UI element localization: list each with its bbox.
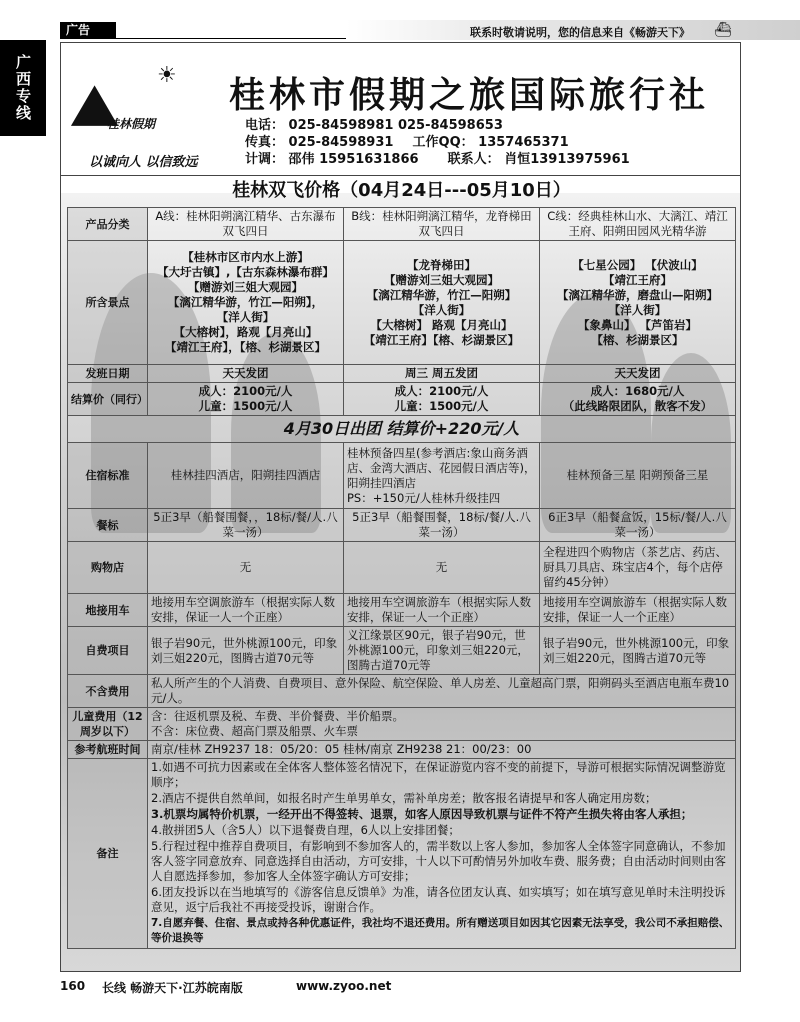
agency-name: 桂林市假期之旅国际旅行社 <box>229 74 710 116</box>
header-child: 儿童费用（12周岁以下） <box>68 708 148 741</box>
hotel-b <box>344 443 540 509</box>
ad-label: 广告 <box>60 22 116 39</box>
list-item: 【象鼻山】 【芦笛岩】 <box>577 317 697 332</box>
table-row <box>68 241 736 365</box>
list-item: 【龙脊梯田】 <box>407 257 476 272</box>
header-shop: 购物店 <box>68 542 148 594</box>
hotel-a: 桂林挂四酒店，阳朔挂四酒店 <box>148 443 344 509</box>
list-item: 【漓江精华游，磨盘山—阳朔】 <box>557 287 718 302</box>
fax-number: 025-84598931 <box>288 135 394 150</box>
departure-b: 周三 周五发团 <box>344 365 540 383</box>
optional-b: 义江缘景区90元，银子岩90元，世外桃源100元，印象刘三姐220元，图腾古道70元等 <box>344 627 540 675</box>
list-item: 【洋人街】 <box>608 302 667 317</box>
list-item: 【榕、杉湖景区】 <box>591 332 684 347</box>
header-price: 结算价（同行） <box>68 383 148 416</box>
header-hotel: 住宿标准 <box>68 443 148 509</box>
child-price: 儿童：1500元/人 <box>394 399 489 413</box>
logo-text: 桂林假期 <box>107 117 156 131</box>
table-row <box>68 443 736 509</box>
header-flight: 参考航班时间 <box>68 741 148 759</box>
price-c <box>540 383 736 416</box>
side-tab-guangxi: 广西专线 <box>0 40 46 136</box>
page-number: 160 <box>60 979 86 993</box>
bus-a: 地接用车空调旅游车（根据实际人数安排，保证一人一个正座） <box>148 594 344 627</box>
price-table <box>67 207 736 949</box>
page-footer <box>60 976 741 998</box>
ad-frame <box>60 42 741 972</box>
contact-person: 肖恒13913975961 <box>504 152 630 167</box>
header-bus: 地接用车 <box>68 594 148 627</box>
list-item: 【漓江精华游，竹江—阳朔】， <box>167 295 324 309</box>
price-b <box>344 383 540 416</box>
meal-b: 5正3早（船餐围餐，18标/餐/人.八菜一汤） <box>344 509 540 542</box>
website-url: www.zyoo.net <box>296 979 392 993</box>
list-item: 【靖江王府】【榕、杉湖景区】 <box>363 332 520 347</box>
shop-b: 无 <box>344 542 540 594</box>
table-row <box>68 675 736 708</box>
header-category: 产品分类 <box>68 208 148 241</box>
adult-price: 成人：1680元/人 <box>590 384 685 398</box>
table-row <box>68 594 736 627</box>
meal-c: 6正3早（船餐盒饭，15标/餐/人.八菜一汤） <box>540 509 736 542</box>
optional-c: 银子岩90元，世外桃源100元，印象刘三姐220元，图腾古道70元等 <box>540 627 736 675</box>
table-row <box>68 509 736 542</box>
qq-label: 工作QQ： <box>412 135 474 150</box>
line-a-title: A线：桂林阳朔漓江精华、古东瀑布双飞四日 <box>148 208 344 241</box>
table-row <box>68 627 736 675</box>
sun-icon: ☀ <box>157 63 177 88</box>
list-item: 【大圩古镇】,【古东森林瀑布群】 <box>157 265 334 279</box>
table-row <box>68 708 736 741</box>
departure-c: 天天发团 <box>540 365 736 383</box>
header-optional: 自费项目 <box>68 627 148 675</box>
list-item: 6.团友投诉以在当地填写的《游客信息反馈单》为准，请各位团友认真、如实填写；如在填写意见单时未注明投诉意见，返宁后我社不再接受投诉，谢谢合作。 <box>151 885 726 914</box>
source-notice: 联系时敬请说明，您的信息来自《畅游天下》 <box>470 26 690 39</box>
header-excluded: 不含费用 <box>68 675 148 708</box>
list-item: 【七星公园】 【伏波山】 <box>572 257 703 272</box>
spots-b <box>344 241 540 365</box>
list-item: 【大榕树】 路观【月亮山】 <box>370 317 513 332</box>
optional-a: 银子岩90元，世外桃源100元，印象刘三姐220元，图腾古道70元等 <box>148 627 344 675</box>
phone-numbers: 025-84598981 025-84598653 <box>288 118 503 133</box>
edition-label: 长线 畅游天下·江苏皖南版 <box>102 981 243 995</box>
flight-times: 南京/桂林 ZH9237 18：05/20：05 桂林/南京 ZH9238 21：00/23：00 <box>148 741 736 759</box>
hotel-b-text: 桂林预备四星(参考酒店:象山商务酒店、金湾大酒店、花园假日酒店等)，阳朔挂四酒店 <box>347 445 536 490</box>
dispatch-label: 计调： <box>245 152 285 167</box>
list-item: 【赠游刘三姐大观园】 <box>384 272 499 287</box>
table-row <box>68 383 736 416</box>
meal-a: 5正3早（船餐围餐，，18标/餐/人.八菜一汤） <box>148 509 344 542</box>
list-item: 【洋人街】 <box>216 310 275 324</box>
list-item: 【桂林市区市内水上游】 <box>182 250 309 264</box>
top-bar <box>0 0 800 40</box>
child-included: 含：往返机票及税、车费、半价餐费、半价船票。 <box>151 709 404 723</box>
list-item: 7.自愿弃餐、住宿、景点或持各种优惠证件，我社均不退还费用。所有赠送项目如因其它因素无法享受，我公司不承担赔偿、等价退换等 <box>151 917 730 944</box>
list-item: 4.散拼团5人（含5人）以下退餐费自理，6人以上安排团餐； <box>151 823 460 837</box>
shop-a: 无 <box>148 542 344 594</box>
header-departure: 发班日期 <box>68 365 148 383</box>
list-item: 5.行程过程中推荐自费项目，有影响到不参加客人的，需半数以上客人参加，参加客人全体签字同意确认，不参加客人签字同意放弃、同意选择自由活动，方可安排，十人以下可酌情另外加收车费、服务费；自由活动时间则由客人自愿选择参加，参加客人全体签字确认方可安排； <box>151 839 726 883</box>
bus-b: 地接用车空调旅游车（根据实际人数安排，保证一人一个正座） <box>344 594 540 627</box>
fax-label: 传真： <box>245 135 285 150</box>
table-row <box>68 208 736 241</box>
table-row <box>68 416 736 443</box>
contact-label: 联系人： <box>447 152 500 167</box>
header-meal: 餐标 <box>68 509 148 542</box>
adult-price: 成人：2100元/人 <box>394 384 489 398</box>
mountain-logo-icon: ⛰ <box>71 73 119 139</box>
table-row <box>68 741 736 759</box>
list-item: 【大榕树】，路观【月亮山】 <box>173 325 318 339</box>
bus-c: 地接用车空调旅游车（根据实际人数安排，保证一人一个正座） <box>540 594 736 627</box>
list-item: 2.酒店不提供自然单间，如报名时产生单男单女，需补单房差；散客报名请提早和客人确定用房数； <box>151 791 657 805</box>
header-spots: 所含景点 <box>68 241 148 365</box>
table-row <box>68 365 736 383</box>
spots-a <box>148 241 344 365</box>
phone-label: 电话： <box>245 118 285 133</box>
promo-banner: 4月30日出团 结算价+220元/人 <box>68 416 736 443</box>
top-rule <box>116 38 346 39</box>
contact-block <box>245 117 630 168</box>
list-item: 【赠游刘三姐大观园】 <box>188 280 303 294</box>
price-a <box>148 383 344 416</box>
list-item: 1.如遇不可抗力因素或在全体客人整体签名情况下，在保证游览内容不变的前提下，导游可根据实际情况调整游览顺序； <box>151 760 726 789</box>
child-excluded: 不含：床位费、超高门票及船票、火车票 <box>151 724 358 738</box>
list-item: 【漓江精华游，竹江—阳朔】 <box>366 287 517 302</box>
dispatch-contact: 邵伟 15951631866 <box>288 152 419 167</box>
excluded-costs: 私人所产生的个人消费、自费项目、意外保险、航空保险、单人房差、儿童超高门票，阳朔码头至酒店电瓶车费10元/人。 <box>148 675 736 708</box>
table-row <box>68 542 736 594</box>
spots-c <box>540 241 736 365</box>
price-note: （此线路限团队，散客不发） <box>562 399 713 413</box>
price-title: 桂林双飞价格（04月24日---05月10日） <box>61 175 741 205</box>
line-b-title: B线：桂林阳朔漓江精华，龙脊梯田双飞四日 <box>344 208 540 241</box>
slogan: 以诚向人 以信致远 <box>89 155 198 170</box>
list-item: 3.机票均属特价机票，一经开出不得签转、退票，如客人原因导致机票与证件不符产生损失将由客人承担； <box>151 807 693 821</box>
child-price: 儿童：1500元/人 <box>198 399 293 413</box>
ship-icon: ⛴ <box>714 22 732 38</box>
child-costs <box>148 708 736 741</box>
qq-number: 1357465371 <box>478 135 569 150</box>
adult-price: 成人：2100元/人 <box>198 384 293 398</box>
departure-a: 天天发团 <box>148 365 344 383</box>
list-item: 【洋人街】 <box>412 302 471 317</box>
notes-list <box>148 759 736 949</box>
hotel-c: 桂林预备三星 阳朔预备三星 <box>540 443 736 509</box>
table-row <box>68 759 736 949</box>
list-item: 【靖江王府】，【榕、杉湖景区】 <box>165 340 326 354</box>
list-item: 【靖江王府】 <box>603 272 672 287</box>
line-c-title: C线：经典桂林山水、大漓江、靖江王府、阳朔田园风光精华游 <box>540 208 736 241</box>
hotel-b-upgrade: PS：+150元/人桂林升级挂四 <box>347 490 501 505</box>
shop-c: 全程进四个购物店（茶艺店、药店、厨具刀具店、珠宝店4个，每个店停留约45分钟） <box>540 542 736 594</box>
header-notes: 备注 <box>68 759 148 949</box>
